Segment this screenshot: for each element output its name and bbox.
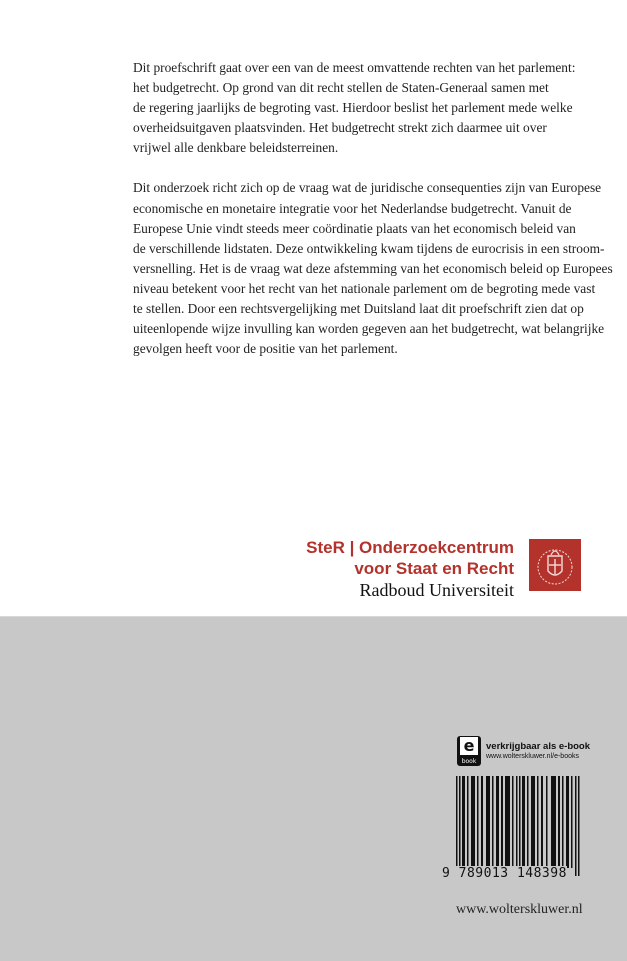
text-line: te stellen. Door een rechtsvergelijking met Duitsland laat dit proefschrift zien dat op xyxy=(133,301,584,317)
ebook-text xyxy=(486,741,590,761)
text-line: overheidsuitgaven plaatsvinden. Het budgetrecht strekt zich daarmee uit over xyxy=(133,120,547,136)
text-line: vrijwel alle denkbare beleidsterreinen. xyxy=(133,140,339,156)
logo-line-2: voor Staat en Recht xyxy=(354,559,514,578)
text-line: uiteenlopende wijze invulling kan worden gegeven aan het budgetrecht, wat belangrijke xyxy=(133,321,605,337)
ebook-icon: e book xyxy=(457,736,481,766)
text-line: Dit onderzoek richt zich op de vraag wat de juridische consequenties zijn van Europese xyxy=(133,180,602,196)
blurb-text xyxy=(133,58,613,379)
radboud-seal-icon xyxy=(529,539,581,591)
text-line: Dit proefschrift gaat over een van de meest omvattende rechten van het parlement: xyxy=(133,60,576,75)
text-line: de verschillende lidstaten. Deze ontwikkeling kwam tijdens de eurocrisis in een stroom- xyxy=(133,240,605,256)
text-line: het budgetrecht. Op grond van dit recht stellen de Staten-Generaal samen met xyxy=(133,80,549,96)
text-line: de regering jaarlijks de begroting vast. Hierdoor beslist het parlement mede welke xyxy=(133,100,573,116)
logo-line-3: Radboud Universiteit xyxy=(359,580,514,600)
ebook-title: verkrijgbaar als e-book xyxy=(486,741,591,752)
text-line: versnelling. Het is de vraag wat deze afstemming van het economisch beleid op Europees xyxy=(133,260,613,276)
logo-line-1: SteR | Onderzoekcentrum xyxy=(306,538,514,557)
text-line: gevolgen heeft voor de positie van het parlement. xyxy=(133,341,398,357)
text-line: economische en monetaire integratie voor het Nederlandse budgetrecht. Vanuit de xyxy=(133,200,572,216)
barcode-digits: 9 789013 148398 xyxy=(442,866,567,881)
text-line: Europese Unie vindt steeds meer coördinatie plaats van het economisch beleid van xyxy=(133,220,576,236)
publisher-website: www.wolterskluwer.nl xyxy=(456,902,583,917)
blurb-paragraph-1 xyxy=(133,58,576,158)
ebook-badge xyxy=(457,736,590,766)
text-line: niveau betekent voor het recht van het nationale parlement om de begroting mede vast xyxy=(133,280,596,296)
ebook-url: www.wolterskluwer.nl/e-books xyxy=(486,753,579,760)
blurb-paragraph-2 xyxy=(133,178,613,359)
ster-logo xyxy=(306,537,514,601)
